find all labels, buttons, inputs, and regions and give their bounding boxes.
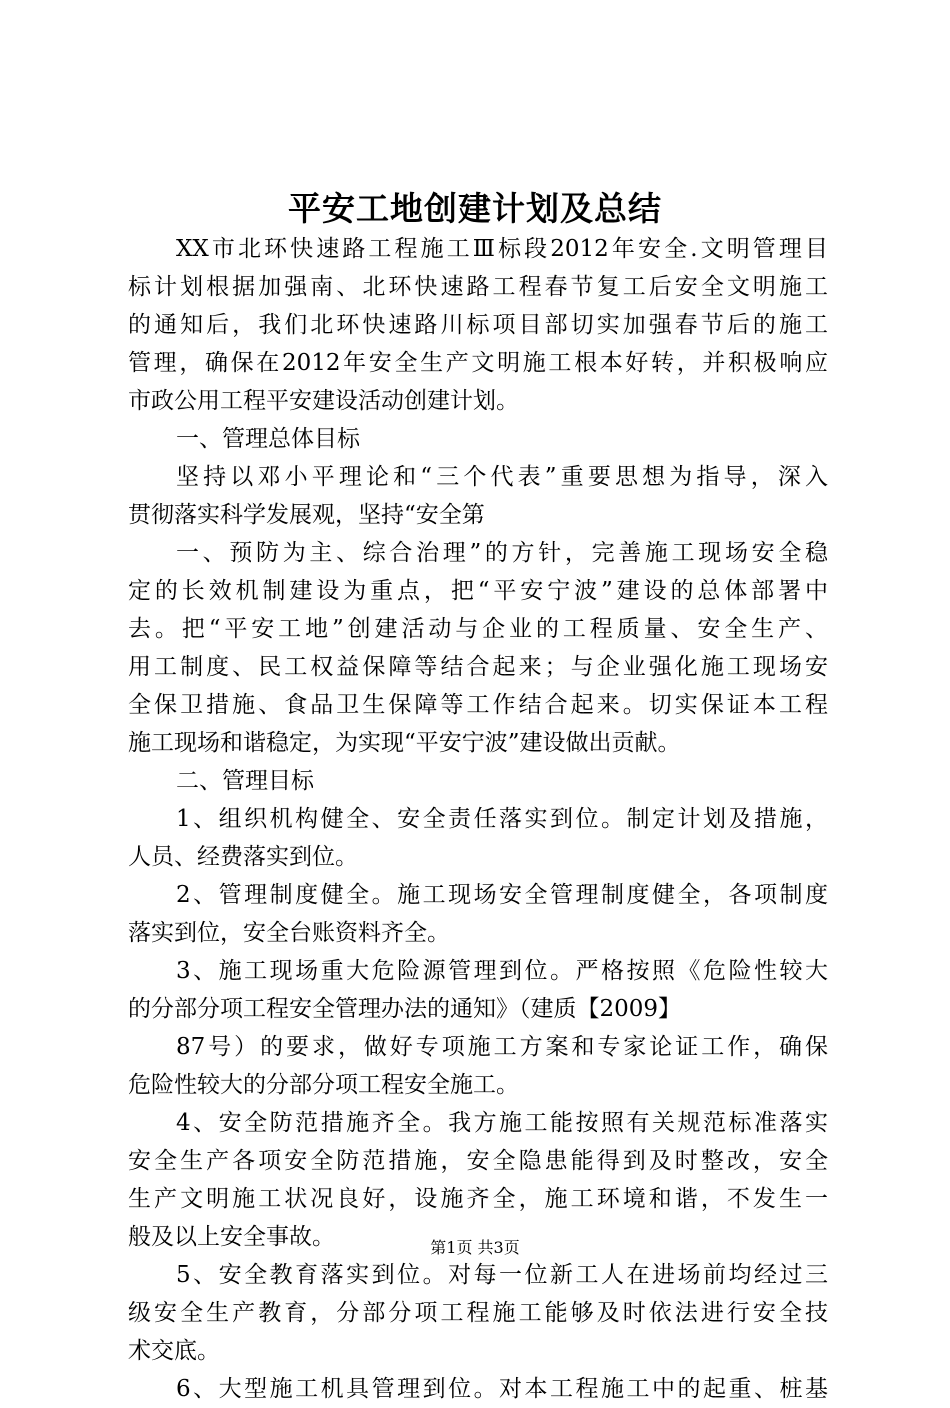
text-line: 2、管理制度健全。施工现场安全管理制度健全，各项制度 <box>176 882 828 908</box>
text-line: 施工现场和谐稳定，为实现“平安宁波”建设做出贡献。 <box>128 730 681 756</box>
text-line: 坚持以邓小平理论和“三个代表”重要思想为指导，深入 <box>176 464 828 490</box>
text-line: 般及以上安全事故。 <box>128 1224 335 1250</box>
text-line: 全保卫措施、食品卫生保障等工作结合起来。切实保证本工程 <box>128 692 828 718</box>
text-line: 4、安全防范措施齐全。我方施工能按照有关规范标准落实 <box>176 1110 828 1136</box>
text-line: 的通知后，我们北环快速路川标项目部切实加强春节后的施工 <box>128 312 828 338</box>
text-line: 87号）的要求，做好专项施工方案和专家论证工作，确保 <box>176 1034 828 1060</box>
text-line: 级安全生产教育，分部分项工程施工能够及时依法进行安全技 <box>128 1300 828 1326</box>
section-heading: 二、管理目标 <box>176 768 314 794</box>
text-line: 落实到位，安全台账资料齐全。 <box>128 920 450 946</box>
text-line: 用工制度、民工权益保障等结合起来；与企业强化施工现场安 <box>128 654 828 680</box>
text-line: 人员、经费落实到位。 <box>128 844 358 870</box>
text-line: XX市北环快速路工程施工Ⅲ标段2012年安全.文明管理目 <box>176 236 828 262</box>
text-line: 3、施工现场重大危险源管理到位。严格按照《危险性较大 <box>176 958 828 984</box>
text-line: 生产文明施工状况良好，设施齐全，施工环境和谐，不发生一 <box>128 1186 828 1212</box>
text-line: 管理，确保在2012年安全生产文明施工根本好转，并积极响应 <box>128 350 828 376</box>
text-line: 术交底。 <box>128 1338 220 1364</box>
text-line: 去。把“平安工地”创建活动与企业的工程质量、安全生产、 <box>128 616 828 642</box>
text-line: 市政公用工程平安建设活动创建计划。 <box>128 388 519 414</box>
text-line: 的分部分项工程安全管理办法的通知》（建质【2009】 <box>128 996 682 1022</box>
document-body <box>128 230 828 1408</box>
document-title: 平安工地创建计划及总结 <box>288 189 662 228</box>
text-line: 6、大型施工机具管理到位。对本工程施工中的起重、桩基 <box>176 1376 828 1402</box>
text-line: 1、组织机构健全、安全责任落实到位。制定计划及措施， <box>176 806 828 832</box>
text-line: 5、安全教育落实到位。对每一位新工人在进场前均经过三 <box>176 1262 828 1288</box>
page-number: 第1页 共3页 <box>430 1238 520 1257</box>
text-line: 定的长效机制建设为重点，把“平安宁波”建设的总体部署中 <box>128 578 828 604</box>
text-line: 贯彻落实科学发展观，坚持“安全第 <box>128 502 485 528</box>
text-line: 一、预防为主、综合治理”的方针，完善施工现场安全稳 <box>176 540 828 566</box>
section-heading: 一、管理总体目标 <box>176 426 360 452</box>
text-line: 危险性较大的分部分项工程安全施工。 <box>128 1072 519 1098</box>
text-line: 标计划根据加强南、北环快速路工程春节复工后安全文明施工 <box>128 274 828 300</box>
text-line: 安全生产各项安全防范措施，安全隐患能得到及时整改，安全 <box>128 1148 828 1174</box>
